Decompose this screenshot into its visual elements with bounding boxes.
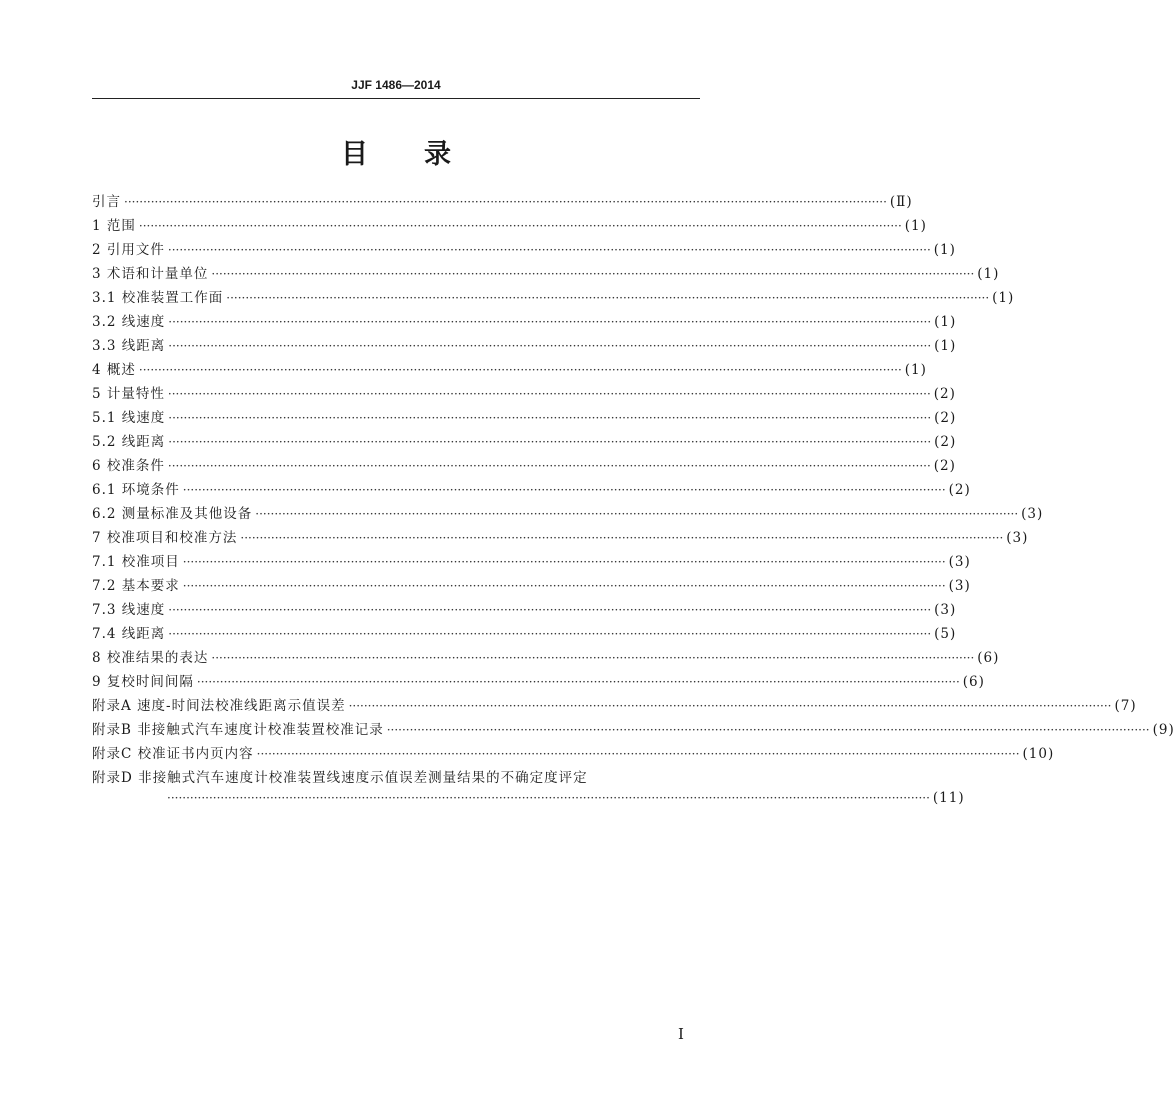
toc-entry [92, 214, 927, 238]
toc-entry [92, 526, 1029, 550]
toc-leader-dots: ········································································································································································································ [168, 339, 932, 353]
toc-entry [92, 430, 957, 454]
toc-entry [92, 742, 1055, 766]
toc-entry-page: (6) [962, 674, 985, 690]
toc-entry [92, 550, 971, 574]
toc-entry-title: 7.2 基本要求 [92, 578, 180, 594]
toc-entry [92, 358, 927, 382]
toc-leader-dots: ········································································································································································································ [182, 555, 946, 569]
toc-leader-dots: ········································································································································································································ [168, 411, 932, 425]
document-code-header: JJF 1486—2014 [351, 78, 441, 92]
toc-entry [92, 334, 957, 358]
toc-leader-dots: ········································································································································································································ [168, 315, 932, 329]
toc-entry [92, 406, 957, 430]
toc-entry [92, 598, 957, 622]
toc-leader-dots: ········································································································································································································ [138, 219, 902, 233]
header-divider [92, 98, 700, 99]
toc-entry [92, 190, 913, 214]
toc-entry-page: (7) [1114, 698, 1137, 714]
toc-leader-dots: ········································································································································································································ [168, 435, 932, 449]
toc-entry [92, 790, 965, 814]
toc-entry-page: (1) [934, 314, 957, 330]
toc-entry-title: 5.2 线距离 [92, 434, 166, 450]
toc-entry-page: (Ⅱ) [889, 194, 913, 210]
toc-entry [92, 238, 956, 262]
toc-entry-page: (2) [948, 482, 971, 498]
toc-entry [92, 454, 956, 478]
toc-leader-dots: ········································································································································································································ [211, 267, 975, 281]
toc-entry-title: 9 复校时间间隔 [92, 674, 194, 690]
toc-leader-dots: ········································································································································································································ [167, 243, 931, 257]
toc-entry [92, 766, 700, 790]
toc-entry-title: 8 校准结果的表达 [92, 650, 209, 666]
toc-leader-dots: ········································································································································································································ [168, 603, 932, 617]
toc-leader-dots: ········································································································································································································ [138, 363, 902, 377]
toc-entry-page: (10) [1022, 746, 1055, 762]
table-of-contents [92, 190, 1175, 814]
toc-entry-page: (2) [934, 410, 957, 426]
toc-entry [92, 478, 971, 502]
toc-entry-page: (1) [904, 218, 927, 234]
toc-leader-dots: ········································································································································································································ [226, 291, 990, 305]
toc-entry-title: 7 校准项目和校准方法 [92, 530, 238, 546]
toc-entry-title: 附录C 校准证书内页内容 [92, 746, 254, 762]
toc-entry-title: 1 范围 [92, 218, 136, 234]
toc-entry-page: (3) [948, 554, 971, 570]
toc-entry-title: 引言 [92, 194, 121, 210]
toc-entry [92, 718, 1175, 742]
toc-entry-title: 2 引用文件 [92, 242, 165, 258]
toc-entry [92, 574, 971, 598]
toc-entry [92, 694, 1137, 718]
toc-entry-title: 3.3 线距离 [92, 338, 166, 354]
toc-entry-title: 附录D 非接触式汽车速度计校准装置线速度示值误差测量结果的不确定度评定 [92, 770, 588, 786]
toc-leader-dots: ········································································································································································································ [167, 459, 931, 473]
toc-entry-page: (1) [977, 266, 1000, 282]
toc-entry-title: 附录B 非接触式汽车速度计校准装置校准记录 [92, 722, 384, 738]
toc-entry-title: 5 计量特性 [92, 386, 165, 402]
toc-entry-page: (2) [934, 434, 957, 450]
toc-entry [92, 310, 957, 334]
toc-leader-dots: ········································································································································································································ [348, 699, 1112, 713]
toc-leader-dots: ········································································································································································································ [196, 675, 960, 689]
toc-entry-title: 3 术语和计量单位 [92, 266, 209, 282]
toc-leader-dots: ········································································································································································································ [240, 531, 1004, 545]
toc-entry-title: 5.1 线速度 [92, 410, 166, 426]
toc-entry-title: 6.2 测量标准及其他设备 [92, 506, 253, 522]
toc-leader-dots: ········································································································································································································ [167, 791, 930, 805]
toc-entry-title: 3.2 线速度 [92, 314, 166, 330]
toc-entry-page: (2) [933, 386, 956, 402]
toc-entry-page: (3) [934, 602, 957, 618]
toc-entry-page: (6) [977, 650, 1000, 666]
toc-entry-title: 3.1 校准装置工作面 [92, 290, 224, 306]
toc-entry-page: (11) [932, 790, 965, 806]
toc-entry-title: 6 校准条件 [92, 458, 165, 474]
toc-entry-page: (1) [904, 362, 927, 378]
toc-entry [92, 622, 957, 646]
toc-entry [92, 670, 985, 694]
toc-leader-dots: ········································································································································································································ [167, 387, 931, 401]
toc-entry-page: (3) [1006, 530, 1029, 546]
toc-leader-dots: ········································································································································································································ [256, 747, 1020, 761]
toc-leader-dots: ········································································································································································································ [255, 507, 1019, 521]
toc-entry-page: (2) [933, 458, 956, 474]
toc-entry-title: 附录A 速度-时间法校准线距离示值误差 [92, 698, 346, 714]
toc-entry-page: (5) [934, 626, 957, 642]
toc-entry [92, 646, 1000, 670]
toc-entry-title: 7.1 校准项目 [92, 554, 180, 570]
toc-leader-dots: ········································································································································································································ [124, 195, 887, 209]
page-number: I [678, 1025, 684, 1043]
toc-leader-dots: ········································································································································································································ [211, 651, 975, 665]
toc-entry-title: 7.3 线速度 [92, 602, 166, 618]
toc-entry-page: (3) [1021, 506, 1044, 522]
toc-entry-title: 6.1 环境条件 [92, 482, 180, 498]
toc-leader-dots: ········································································································································································································ [182, 579, 946, 593]
toc-entry-page: (1) [934, 338, 957, 354]
toc-entry-title: 7.4 线距离 [92, 626, 166, 642]
toc-entry-page: (1) [992, 290, 1015, 306]
page-title: 目录 [341, 139, 507, 170]
toc-entry-page: (3) [948, 578, 971, 594]
toc-entry [92, 502, 1044, 526]
toc-leader-dots: ········································································································································································································ [168, 627, 932, 641]
toc-entry [92, 382, 956, 406]
toc-leader-dots: ········································································································································································································ [182, 483, 946, 497]
toc-leader-dots: ········································································································································································································ [386, 723, 1150, 737]
toc-entry-title: 4 概述 [92, 362, 136, 378]
toc-entry [92, 262, 1000, 286]
toc-entry-page: (1) [933, 242, 956, 258]
toc-entry-page: (9) [1152, 722, 1175, 738]
toc-entry [92, 286, 1015, 310]
